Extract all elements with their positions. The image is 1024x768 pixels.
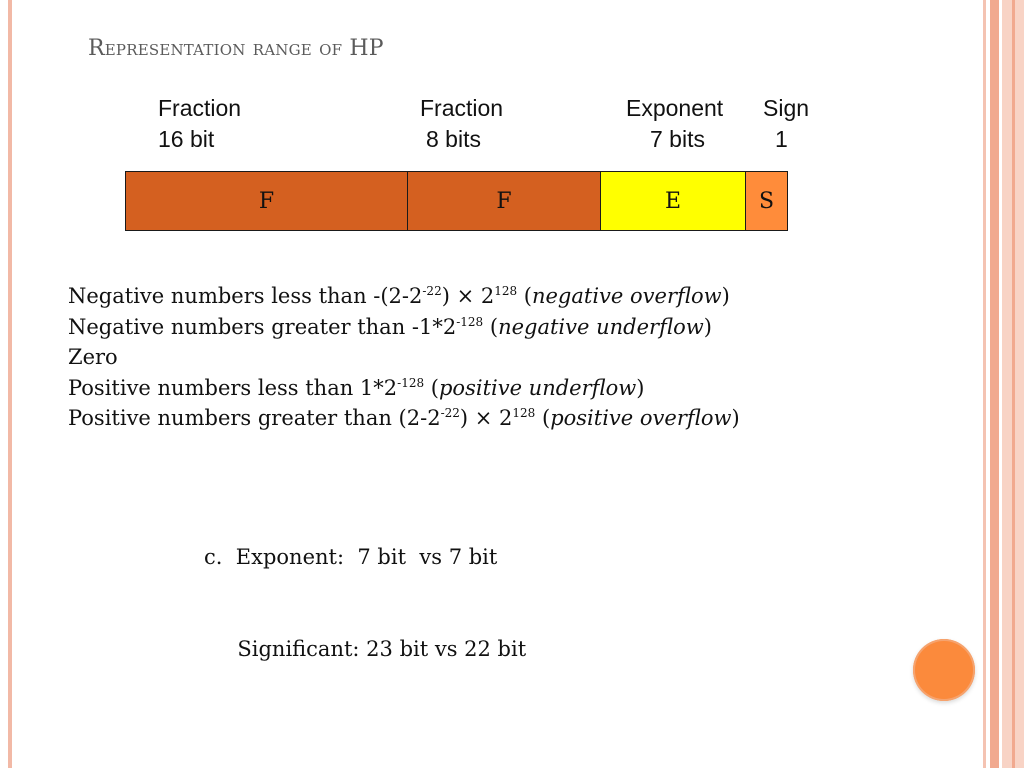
- field-name: Fraction: [158, 95, 242, 121]
- field-size: 8 bits: [426, 126, 481, 152]
- field-label-sign: [763, 93, 809, 155]
- segment-fraction-low: F: [408, 171, 601, 231]
- field-label-fraction-16: [158, 93, 241, 155]
- field-size: 1: [775, 126, 788, 152]
- right-decor-band: [990, 0, 999, 768]
- segment-exponent: E: [601, 171, 746, 231]
- field-name: Exponent: [626, 95, 724, 121]
- decorative-orb: [913, 639, 975, 701]
- range-row: Positive numbers less than $1*2^{-128}$ (positive underflow): [68, 375, 645, 400]
- segment-fraction-high: F: [125, 171, 408, 231]
- right-decor-band: [983, 0, 986, 768]
- slide-title: Representation range of HP: [88, 36, 384, 61]
- comparison-significant: Significant: 23 bit vs 22 bit: [204, 636, 527, 661]
- comparison-exponent: c. Exponent: 7 bit vs 7 bit: [204, 545, 498, 569]
- field-name: Fraction: [420, 95, 504, 121]
- field-size: 7 bits: [650, 126, 705, 152]
- range-row: Negative numbers less than $-(2-2^{-22}) \times 2^{128}$ (negative overflow): [68, 284, 730, 308]
- field-label-fraction-8: [420, 93, 503, 155]
- range-row: Negative numbers greater than $-1*2^{-128}$ (negative underflow): [68, 314, 712, 339]
- comparison-note: [204, 481, 526, 725]
- range-list: [68, 281, 740, 434]
- field-size: 16 bit: [158, 126, 215, 152]
- field-name: Sign: [763, 95, 810, 121]
- segment-sign: S: [746, 171, 788, 231]
- bit-format-bar: [125, 171, 788, 231]
- field-label-exponent: [626, 93, 723, 155]
- right-decor-band: [1012, 0, 1015, 768]
- range-row: Zero: [68, 345, 118, 369]
- left-decor-rule: [8, 0, 12, 768]
- range-row: Positive numbers greater than $(2-2^{-22}) \times 2^{128}$ (positive overflow): [68, 406, 740, 430]
